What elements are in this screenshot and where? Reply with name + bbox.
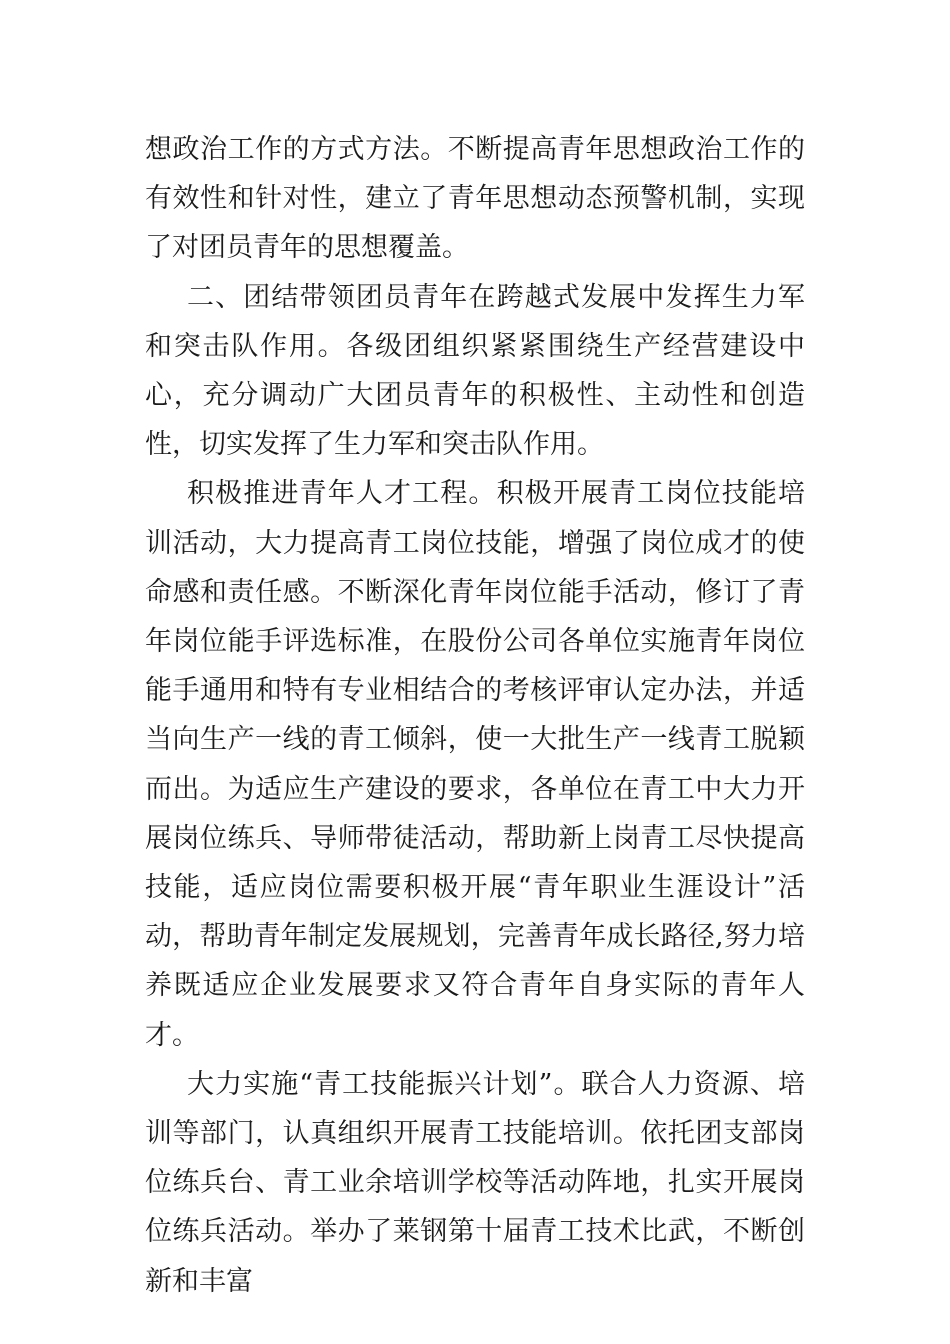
paragraph-talent-project: 积极推进青年人才工程。积极开展青工岗位技能培训活动，大力提高青工岗位技能，增强了岗位成才的使命感和责任感。不断深化青年岗位能手活动，修订了青年岗位能手评选标准，在股份公司各单位实施青年岗位能手通用和特有专业相结合的考核评审认定办法，并适当向生产一线的青工倾斜，使一大批生产一线青工脱颖而出。为适应生产建设的要求，各单位在青工中大力开展岗位练兵、导师带徒活动，帮助新上岗青工尽快提高技能，适应岗位需要积极开展“青年职业生涯设计”活动，帮助青年制定发展规划，完善青年成长路径,努力培养既适应企业发展要求又符合青年自身实际的青年人才。 — [145, 478, 805, 1051]
body-text — [145, 125, 805, 1306]
paragraph-skills-plan: 大力实施“青工技能振兴计划”。联合人力资源、培训等部门，认真组织开展青工技能培训。依托团支部岗位练兵台、青工业余培训学校等活动阵地，扎实开展岗位练兵活动。举办了莱钢第十届青工技术比武，不断创新和丰富 — [145, 1068, 805, 1297]
paragraph-continuation: 想政治工作的方式方法。不断提高青年思想政治工作的有效性和针对性，建立了青年思想动态预警机制，实现了对团员青年的思想覆盖。 — [145, 134, 805, 264]
paragraph-section-two: 二、团结带领团员青年在跨越式发展中发挥生力军和突击队作用。各级团组织紧紧围绕生产经营建设中心，充分调动广大团员青年的积极性、主动性和创造性，切实发挥了生力军和突击队作用。 — [145, 281, 805, 461]
